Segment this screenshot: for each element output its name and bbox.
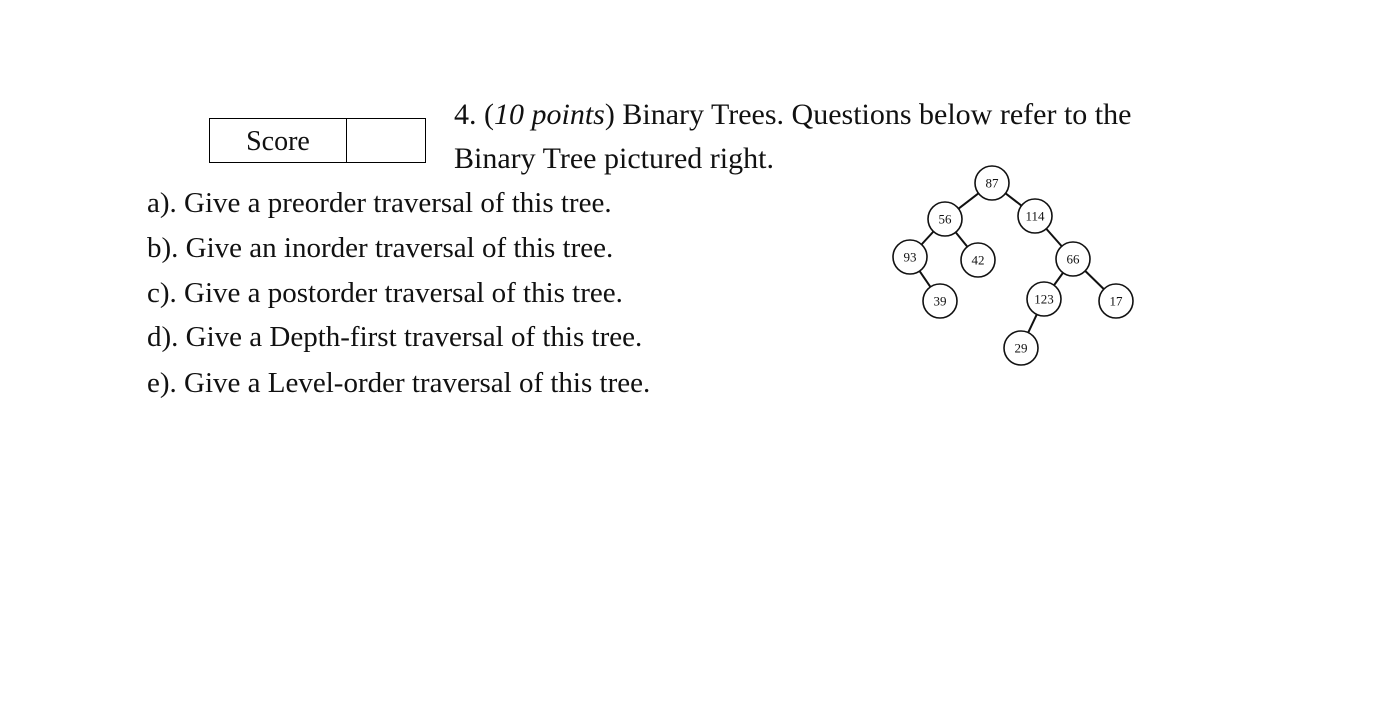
tree-node bbox=[928, 202, 962, 236]
question-points: 10 points bbox=[494, 98, 605, 131]
tree-node-label: 123 bbox=[1034, 291, 1054, 307]
tree-node bbox=[893, 240, 927, 274]
question-paren-close: ) bbox=[604, 98, 615, 131]
subquestion-d: d). Give a Depth-first traversal of this tree. bbox=[147, 321, 643, 353]
tree-node-label: 93 bbox=[903, 249, 917, 265]
tree-nodes bbox=[893, 166, 1133, 365]
tree-node-label: 42 bbox=[971, 252, 985, 268]
question-paren-open: ( bbox=[484, 98, 494, 131]
tree-node-label: 114 bbox=[1025, 208, 1045, 224]
tree-node-label: 29 bbox=[1014, 340, 1028, 356]
tree-node bbox=[1018, 199, 1052, 233]
question-heading bbox=[454, 100, 1131, 130]
tree-edge bbox=[1005, 193, 1021, 205]
tree-node-label: 17 bbox=[1109, 293, 1123, 309]
score-box bbox=[209, 118, 426, 163]
tree-edge bbox=[1028, 314, 1037, 332]
subquestion-b: b). Give an inorder traversal of this tree. bbox=[147, 232, 614, 264]
subquestion-c: c). Give a postorder traversal of this tree. bbox=[147, 277, 623, 309]
tree-node bbox=[1099, 284, 1133, 318]
tree-edge bbox=[1054, 273, 1063, 285]
question-number: 4. bbox=[454, 98, 477, 131]
binary-tree-diagram bbox=[880, 160, 1150, 370]
question-line-2: Binary Tree pictured right. bbox=[454, 142, 774, 175]
tree-node-label: 56 bbox=[938, 211, 952, 227]
tree-node-label: 66 bbox=[1066, 251, 1080, 267]
tree-edge bbox=[958, 193, 978, 208]
tree-node bbox=[1027, 282, 1061, 316]
question-title: Binary Trees. Questions below refer to the bbox=[622, 98, 1132, 131]
subquestion-a: a). Give a preorder traversal of this tree. bbox=[147, 187, 612, 219]
tree-node-label: 87 bbox=[985, 175, 999, 191]
tree-edge bbox=[1085, 271, 1104, 289]
tree-node-label: 39 bbox=[933, 293, 947, 309]
tree-edge bbox=[920, 271, 931, 287]
tree-node bbox=[961, 243, 995, 277]
tree-node bbox=[975, 166, 1009, 200]
score-label: Score bbox=[210, 119, 347, 162]
tree-node bbox=[1056, 242, 1090, 276]
tree-edge bbox=[922, 232, 934, 245]
tree-node bbox=[1004, 331, 1038, 365]
subquestion-e: e). Give a Level-order traversal of this tree. bbox=[147, 367, 651, 399]
tree-edge bbox=[1046, 229, 1061, 247]
tree-node bbox=[923, 284, 957, 318]
score-value-cell[interactable] bbox=[347, 119, 425, 162]
tree-edge bbox=[956, 232, 968, 247]
